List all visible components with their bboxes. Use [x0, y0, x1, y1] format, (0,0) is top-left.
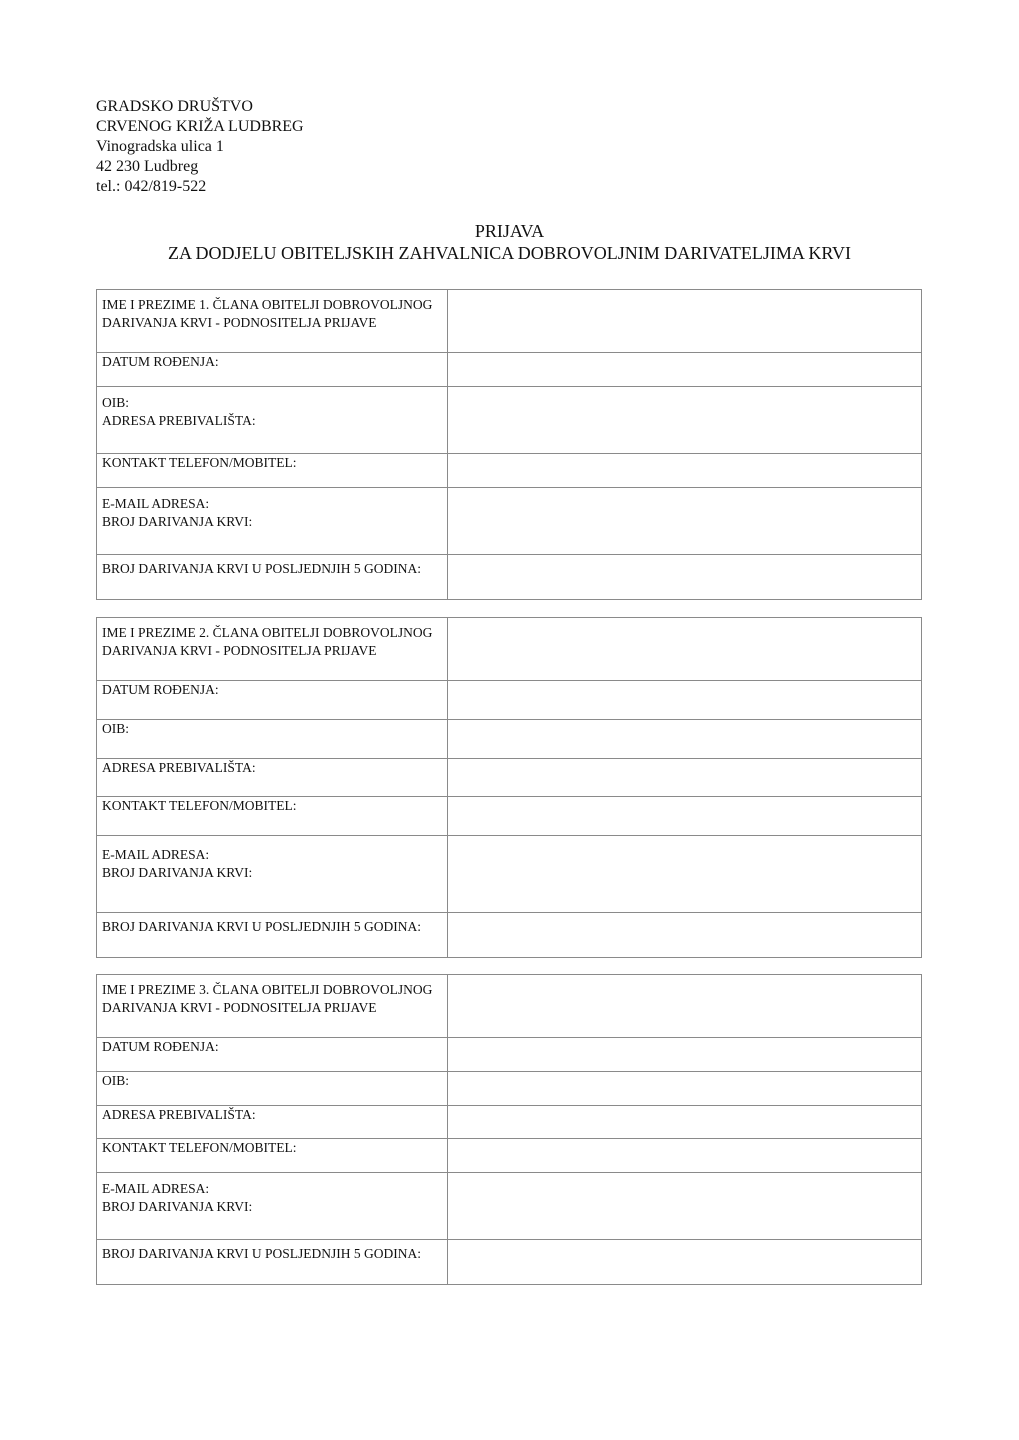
phone-label: KONTAKT TELEFON/MOBITEL: — [102, 455, 297, 470]
address-field[interactable] — [448, 1106, 922, 1139]
oib-label: OIB: — [102, 395, 129, 410]
address-label-cell — [97, 1106, 448, 1139]
address-field[interactable] — [448, 759, 922, 797]
org-phone: tel.: 042/819-522 — [96, 178, 207, 195]
member-name-label: IME I PREZIME 3. ČLANA OBITELJI DOBROVOLJNOG DARIVANJA KRVI - PODNOSITELJA PRIJAVE — [102, 982, 433, 1015]
email-donations-label-cell — [97, 488, 448, 555]
email-donations-field[interactable] — [448, 488, 922, 555]
oib-address-field[interactable] — [448, 387, 922, 454]
oib-label-cell — [97, 720, 448, 759]
oib-address-label-cell — [97, 387, 448, 454]
phone-field[interactable] — [448, 797, 922, 836]
donations-label: BROJ DARIVANJA KRVI: — [102, 514, 253, 529]
org-name-line1: GRADSKO DRUŠTVO — [96, 98, 253, 115]
email-label: E-MAIL ADRESA: — [102, 847, 210, 862]
member-name-label-cell — [97, 975, 448, 1038]
form-title: PRIJAVA — [474, 221, 545, 241]
dob-label-cell — [97, 1038, 448, 1072]
oib-label-cell — [97, 1072, 448, 1106]
dob-label: DATUM ROĐENJA: — [102, 682, 219, 697]
dob-label: DATUM ROĐENJA: — [102, 1039, 219, 1054]
member-1-table — [96, 289, 922, 600]
member-name-label: IME I PREZIME 1. ČLANA OBITELJI DOBROVOLJNOG DARIVANJA KRVI - PODNOSITELJA PRIJAVE — [102, 297, 433, 330]
email-donations-field[interactable] — [448, 1173, 922, 1240]
email-donations-label-cell — [97, 1173, 448, 1240]
dob-label: DATUM ROĐENJA: — [102, 354, 219, 369]
organization-header — [96, 97, 304, 197]
member-name-label: IME I PREZIME 2. ČLANA OBITELJI DOBROVOLJNOG DARIVANJA KRVI - PODNOSITELJA PRIJAVE — [102, 625, 433, 658]
oib-label: OIB: — [102, 721, 129, 736]
member-name-field[interactable] — [448, 618, 922, 681]
address-label-cell — [97, 759, 448, 797]
address-label: ADRESA PREBIVALIŠTA: — [102, 1107, 256, 1122]
donations-label: BROJ DARIVANJA KRVI: — [102, 865, 253, 880]
donations5-field[interactable] — [448, 913, 922, 958]
member-name-label-cell — [97, 618, 448, 681]
donations5-label: BROJ DARIVANJA KRVI U POSLJEDNJIH 5 GODINA: — [102, 1246, 421, 1261]
email-label: E-MAIL ADRESA: — [102, 496, 210, 511]
donations5-field[interactable] — [448, 1240, 922, 1285]
org-street: Vinogradska ulica 1 — [96, 138, 224, 155]
donations5-label: BROJ DARIVANJA KRVI U POSLJEDNJIH 5 GODINA: — [102, 561, 421, 576]
donations5-label-cell — [97, 1240, 448, 1285]
donations5-label-cell — [97, 555, 448, 600]
donations5-label: BROJ DARIVANJA KRVI U POSLJEDNJIH 5 GODINA: — [102, 919, 421, 934]
phone-label-cell — [97, 454, 448, 488]
donations-label: BROJ DARIVANJA KRVI: — [102, 1199, 253, 1214]
email-donations-label-cell — [97, 836, 448, 913]
phone-label-cell — [97, 1139, 448, 1173]
dob-field[interactable] — [448, 353, 922, 387]
donations5-field[interactable] — [448, 555, 922, 600]
dob-label-cell — [97, 353, 448, 387]
phone-label-cell — [97, 797, 448, 836]
member-name-label-cell — [97, 290, 448, 353]
member-3-table — [96, 974, 922, 1285]
oib-field[interactable] — [448, 720, 922, 759]
oib-label: OIB: — [102, 1073, 129, 1088]
email-label: E-MAIL ADRESA: — [102, 1181, 210, 1196]
dob-label-cell — [97, 681, 448, 720]
dob-field[interactable] — [448, 1038, 922, 1072]
address-label: ADRESA PREBIVALIŠTA: — [102, 413, 256, 428]
donations5-label-cell — [97, 913, 448, 958]
email-donations-field[interactable] — [448, 836, 922, 913]
phone-label: KONTAKT TELEFON/MOBITEL: — [102, 1140, 297, 1155]
member-name-field[interactable] — [448, 975, 922, 1038]
phone-field[interactable] — [448, 454, 922, 488]
phone-label: KONTAKT TELEFON/MOBITEL: — [102, 798, 297, 813]
address-label: ADRESA PREBIVALIŠTA: — [102, 760, 256, 775]
member-2-table — [96, 617, 922, 958]
oib-field[interactable] — [448, 1072, 922, 1106]
dob-field[interactable] — [448, 681, 922, 720]
org-city: 42 230 Ludbreg — [96, 158, 199, 175]
member-name-field[interactable] — [448, 290, 922, 353]
form-subtitle: ZA DODJELU OBITELJSKIH ZAHVALNICA DOBROVOLJNIM DARIVATELJIMA KRVI — [168, 243, 851, 263]
phone-field[interactable] — [448, 1139, 922, 1173]
org-name-line2: CRVENOG KRIŽA LUDBREG — [96, 118, 304, 135]
